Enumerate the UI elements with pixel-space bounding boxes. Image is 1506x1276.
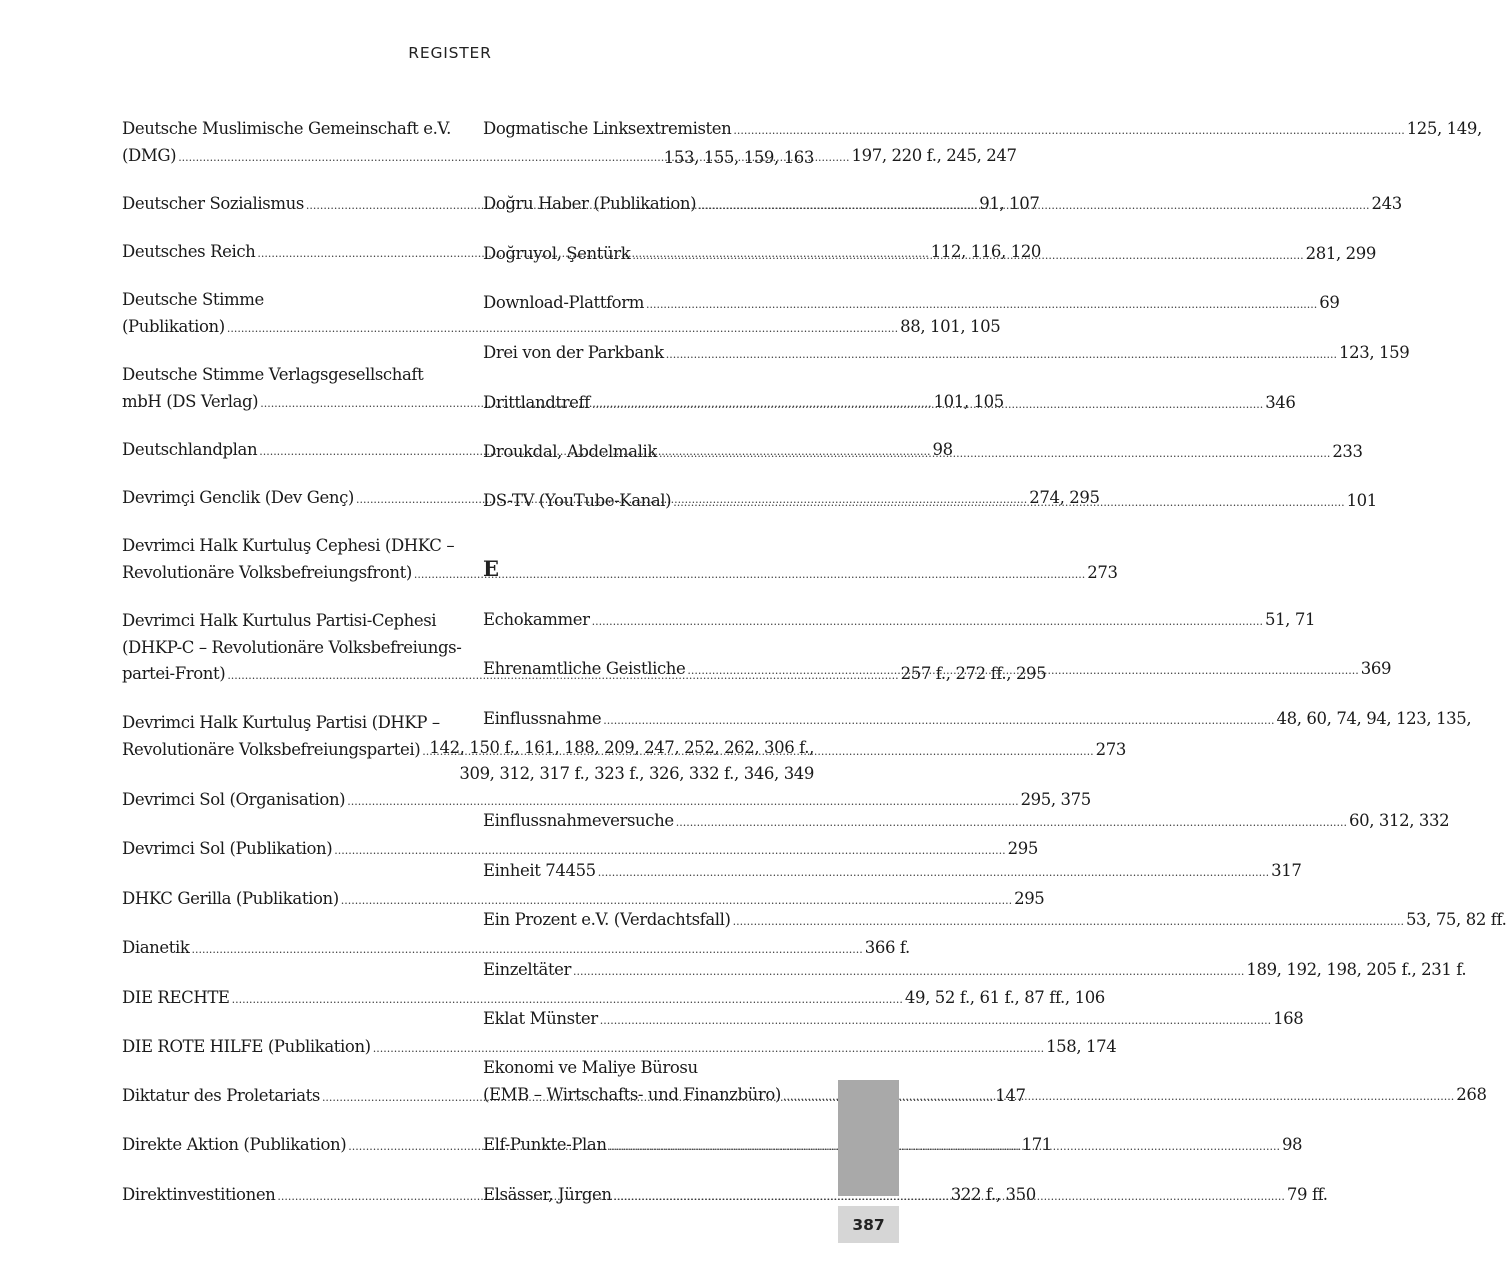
entry-term: Elsässer, Jürgen bbox=[483, 1185, 612, 1204]
entry-pages: 101, 105 bbox=[933, 391, 1004, 411]
entry-pages: 98 bbox=[1281, 1135, 1303, 1154]
entry-term: Drei von der Parkbank bbox=[483, 343, 664, 362]
entry-pages: 281, 299 bbox=[1305, 244, 1376, 263]
index-entry bbox=[122, 787, 1091, 816]
entry-pages: 295, 375 bbox=[1020, 790, 1091, 809]
entry-term: mbH (DS Verlag) bbox=[122, 391, 259, 411]
dot-leader bbox=[227, 316, 898, 343]
entry-text: Ekonomi ve Maliye Bürosu bbox=[483, 1058, 698, 1077]
thumb-index-tab bbox=[838, 1080, 899, 1196]
entry-pages: 91, 107 bbox=[979, 194, 1040, 213]
entry-pages: 273 bbox=[1095, 739, 1126, 759]
index-entry bbox=[483, 340, 1410, 369]
entry-term: Droukdal, Abdelmalik bbox=[483, 442, 657, 461]
entry-term: Ein Prozent e.V. (Verdachtsfall) bbox=[483, 910, 731, 929]
dot-leader bbox=[733, 118, 1404, 145]
entry-pages: 295 bbox=[1014, 889, 1045, 908]
entry-pages: 125, 149, bbox=[1406, 119, 1482, 138]
dot-leader bbox=[632, 243, 1303, 270]
index-entry bbox=[122, 985, 1105, 1014]
entry-pages: 322 f., 350 bbox=[950, 1185, 1036, 1204]
entry-text: Devrimci Halk Kurtuluş Cephesi (DHKC – bbox=[122, 536, 455, 555]
dot-leader bbox=[687, 658, 1358, 685]
entry-pages: 346 bbox=[1265, 393, 1296, 412]
entry-term: Deutsches Reich bbox=[122, 242, 256, 261]
index-entry bbox=[483, 290, 1340, 319]
entry-pages: 233 bbox=[1332, 442, 1363, 461]
dot-leader bbox=[592, 392, 1263, 419]
entry-term: Doğruyol, Şentürk bbox=[483, 244, 631, 263]
section-letter: E bbox=[483, 556, 500, 581]
entry-term: Dianetik bbox=[122, 938, 190, 957]
entry-pages: 112, 116, 120 bbox=[930, 242, 1042, 261]
entry-term: (EMB – Wirtschafts- und Finanzbüro) bbox=[483, 1084, 781, 1104]
index-entry bbox=[122, 1034, 1117, 1063]
index-entry bbox=[483, 907, 1506, 936]
index-entry bbox=[483, 607, 1316, 636]
entry-pages: 101 bbox=[1346, 491, 1377, 510]
entry-pages: 53, 75, 82 ff. bbox=[1405, 910, 1506, 929]
entry-pages: 366 f. bbox=[864, 938, 910, 957]
entry-term: Dogmatische Linksextremisten bbox=[483, 119, 732, 138]
dot-leader bbox=[414, 562, 1085, 589]
dot-leader bbox=[733, 909, 1404, 936]
entry-text: (DHKP-C – Revolutionäre Volksbefreiungs- bbox=[122, 637, 462, 657]
entry-term: DS-TV (YouTube-Kanal) bbox=[483, 491, 672, 510]
dot-leader bbox=[673, 490, 1344, 517]
entry-term: Diktatur des Proletariats bbox=[122, 1086, 320, 1105]
entry-text: Deutsche Muslimische Gemeinschaft e.V. bbox=[122, 119, 451, 138]
entry-text: Deutsche Stimme Verlagsgesellschaft bbox=[122, 365, 424, 384]
entry-term: Devrimci Sol (Publikation) bbox=[122, 839, 333, 858]
dot-leader bbox=[614, 1184, 1285, 1211]
entry-pages: 317 bbox=[1271, 861, 1302, 880]
index-entry bbox=[122, 836, 1038, 865]
running-header: REGISTER bbox=[408, 44, 492, 62]
index-entry bbox=[122, 533, 1118, 588]
entry-text: Devrimci Halk Kurtuluş Partisi (DHKP – bbox=[122, 713, 440, 732]
entry-term: Devrimci Sol (Organisation) bbox=[122, 790, 346, 809]
entry-term: (Publikation) bbox=[122, 316, 225, 336]
index-entry bbox=[122, 935, 910, 964]
dot-leader bbox=[600, 1008, 1271, 1035]
entry-term: Deutschlandplan bbox=[122, 440, 258, 459]
entry-pages: 153, 155, 159, 163 bbox=[663, 147, 814, 167]
dot-leader bbox=[659, 441, 1330, 468]
entry-term: Direktinvestitionen bbox=[122, 1185, 276, 1204]
entry-pages: 309, 312, 317 f., 323 f., 326, 332 f., 346, 349 bbox=[459, 764, 814, 783]
entry-pages: 168 bbox=[1273, 1009, 1304, 1028]
entry-pages: 243 bbox=[1371, 194, 1402, 213]
dot-leader bbox=[646, 292, 1317, 319]
dot-leader bbox=[598, 860, 1269, 887]
entry-term: Ehrenamtliche Geistliche bbox=[483, 659, 686, 678]
dot-leader bbox=[592, 609, 1263, 636]
entry-term: (DMG) bbox=[122, 145, 177, 165]
index-entry bbox=[122, 886, 1045, 915]
dot-leader bbox=[603, 708, 1274, 735]
entry-term: Elf-Punkte-Plan bbox=[483, 1135, 607, 1154]
entry-pages: 273 bbox=[1087, 562, 1118, 582]
dot-leader bbox=[573, 959, 1244, 986]
entry-term: Einflussnahme bbox=[483, 709, 602, 728]
entry-pages: 79 ff. bbox=[1286, 1185, 1328, 1204]
entry-term: Drittlandtreff bbox=[483, 393, 590, 412]
entry-pages: 142, 150 f., 161, 188, 209, 247, 252, 262, 306 f., bbox=[429, 737, 814, 757]
entry-pages: 369 bbox=[1360, 659, 1392, 678]
entry-term: Deutscher Sozialismus bbox=[122, 194, 304, 213]
entry-term: partei-Front) bbox=[122, 664, 226, 683]
index-entry bbox=[483, 808, 1450, 837]
index-entry bbox=[483, 1006, 1304, 1035]
entry-pages: 295 bbox=[1007, 839, 1038, 858]
entry-pages: 257 f., 272 ff., 295 bbox=[900, 664, 1047, 683]
entry-term: DHKC Gerilla (Publikation) bbox=[122, 889, 339, 908]
entry-pages: 274, 295 bbox=[1029, 488, 1100, 507]
entry-pages: 123, 159 bbox=[1339, 343, 1410, 362]
index-entry bbox=[483, 957, 1467, 986]
entry-term: Einflussnahmeversuche bbox=[483, 811, 674, 830]
page-number: 387 bbox=[838, 1206, 899, 1243]
entry-term: DIE RECHTE bbox=[122, 988, 230, 1007]
entry-pages: 147 bbox=[995, 1086, 1026, 1105]
entry-term: Revolutionäre Volksbefreiungsfront) bbox=[122, 562, 412, 582]
entry-term: DIE ROTE HILFE (Publikation) bbox=[122, 1037, 371, 1056]
entry-pages: 51, 71 bbox=[1264, 610, 1316, 629]
entry-pages: 197, 220 f., 245, 247 bbox=[851, 145, 1017, 165]
entry-term: Revolutionäre Volksbefreiungspartei) bbox=[122, 739, 421, 759]
entry-term: Doğru Haber (Publikation) bbox=[483, 194, 697, 213]
entry-term: Devrimçi Genclik (Dev Genç) bbox=[122, 488, 354, 507]
entry-pages: 49, 52 f., 61 f., 87 ff., 106 bbox=[904, 988, 1105, 1007]
entry-pages: 268 bbox=[1456, 1084, 1487, 1104]
entry-pages: 60, 312, 332 bbox=[1349, 811, 1450, 830]
dot-leader bbox=[666, 342, 1337, 369]
entry-pages: 69 bbox=[1319, 293, 1340, 312]
index-entry bbox=[483, 858, 1302, 887]
entry-pages: 189, 192, 198, 205 f., 231 f. bbox=[1246, 960, 1467, 979]
dot-leader bbox=[698, 193, 1369, 220]
entry-pages: 98 bbox=[932, 440, 953, 459]
entry-term: Download-Plattform bbox=[483, 293, 644, 312]
dot-leader bbox=[609, 1134, 1280, 1161]
entry-pages: 48, 60, 74, 94, 123, 135, bbox=[1276, 709, 1472, 728]
entry-pages: 88, 101, 105 bbox=[900, 316, 1001, 336]
entry-term: Einheit 74455 bbox=[483, 861, 596, 880]
entry-term: Direkte Aktion (Publikation) bbox=[122, 1135, 347, 1154]
entry-text: Devrimci Halk Kurtulus Partisi-Cephesi bbox=[122, 611, 437, 630]
entry-text: Deutsche Stimme bbox=[122, 290, 264, 309]
entry-pages: 158, 174 bbox=[1046, 1037, 1117, 1056]
entry-term: Echokammer bbox=[483, 610, 590, 629]
entry-term: Eklat Münster bbox=[483, 1009, 598, 1028]
entry-pages: 171 bbox=[1021, 1135, 1052, 1154]
dot-leader bbox=[676, 810, 1347, 837]
entry-term: Einzeltäter bbox=[483, 960, 572, 979]
